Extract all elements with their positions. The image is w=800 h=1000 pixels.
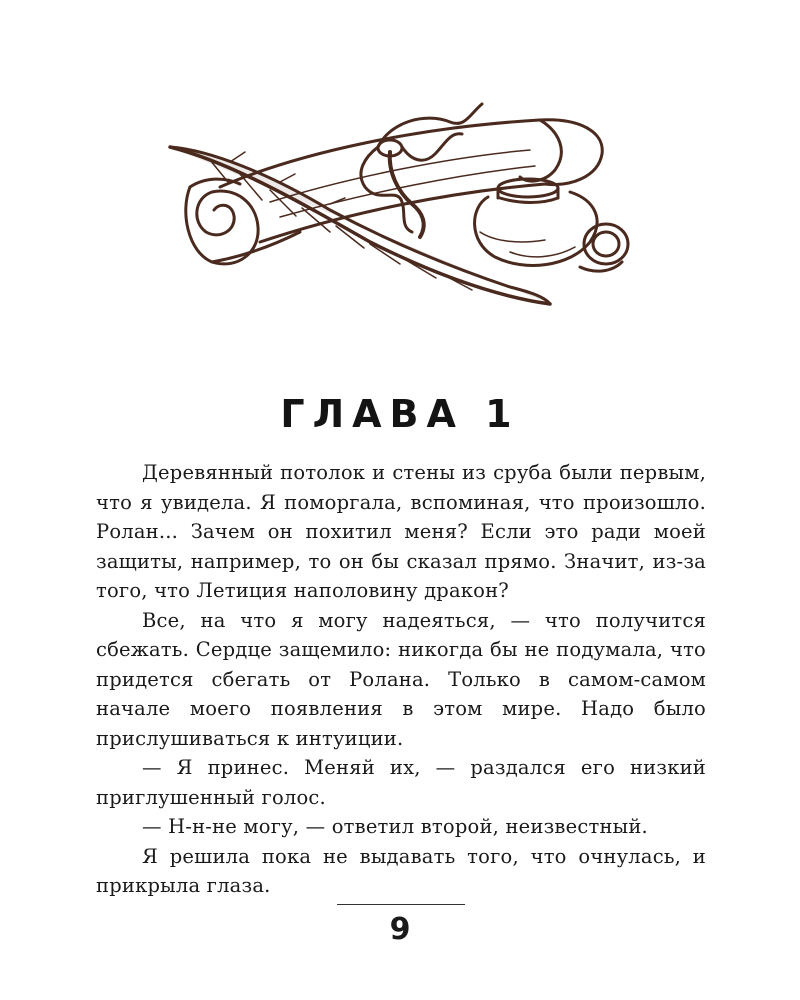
page-number: 9 [389,912,411,947]
inkwell-lid-icon [580,224,628,271]
ribbon [361,104,482,237]
footer-divider [337,904,465,905]
paragraph: — Н-н-не могу, — ответил второй, неизвестный. [142,815,648,838]
scroll-quill-inkwell-illustration [150,92,640,317]
chapter-body [96,458,706,901]
paragraph: Все, на что я могу надеяться, — что получится сбежать. Сердце защемило: никогда бы не подумала, что придется сбегать от Ролана. Только в самом-самом начале моего появления в этом мире. Надо было прислушиваться к интуиции. [96,608,706,750]
paragraph: — Я принес. Меняй их, — раздался его низкий приглушенный голос. [96,756,706,809]
paragraph: Я решила пока не выдавать того, что очнулась, и прикрыла глаза. [96,844,706,897]
inkwell-icon [475,179,597,265]
chapter-title: ГЛАВА 1 [280,392,520,436]
paragraph: Деревянный потолок и стены из сруба были первым, что я увидела. Я поморгала, вспоминая, что произошло. Ролан... Зачем он похитил меня? Если это ради моей защиты, например, то он бы сказал прямо. Значит, из-за того, что Летиция наполовину дракон? [96,461,706,602]
